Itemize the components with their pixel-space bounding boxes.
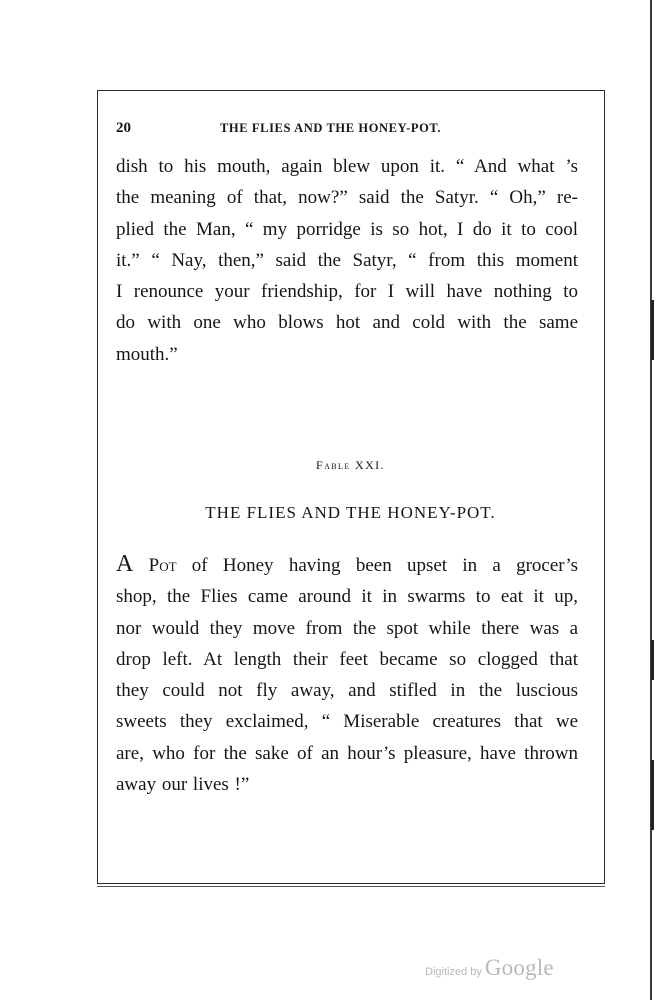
- text-line: away our lives !”: [116, 774, 250, 796]
- text-line: do with one who blows hot and cold with the same: [116, 312, 578, 334]
- text-line: drop left. At length their feet became so clogged that: [116, 648, 578, 670]
- small-caps-word: Pot: [148, 555, 177, 576]
- book-edge-mark: [651, 760, 654, 830]
- text-line: sweets they exclaimed, “ Miserable creatures that we: [116, 711, 578, 733]
- text-line: dish to his mouth, again blew upon it. “ And what ’s: [116, 156, 578, 177]
- text-line: shop, the Flies came around it in swarms to eat it up,: [116, 586, 578, 608]
- page-border-bottom: [97, 886, 605, 887]
- text-line: it.” “ Nay, then,” said the Satyr, “ from this moment: [116, 249, 578, 271]
- digitized-by-label: Digitized by: [425, 966, 482, 978]
- text-line-first: [116, 549, 578, 581]
- drop-cap: A: [116, 551, 134, 577]
- text-line: plied the Man, “ my porridge is so hot, I do it to cool: [116, 218, 578, 240]
- digitized-by-google-watermark: [425, 955, 554, 981]
- book-edge-mark: [651, 640, 654, 680]
- fable-number: Fable XXI.: [316, 458, 385, 472]
- text-line: nor would they move from the spot while there was a: [116, 617, 578, 639]
- page-number: 20: [116, 120, 131, 136]
- google-logo: Google: [484, 955, 554, 980]
- paragraph-continued: [116, 151, 578, 370]
- book-edge-mark: [651, 300, 654, 360]
- text-line: they could not fly away, and stifled in the luscious: [116, 680, 578, 702]
- fable-title: THE FLIES AND THE HONEY-POT.: [205, 503, 496, 522]
- text-line: are, who for the sake of an hour’s pleasure, have thrown: [116, 742, 578, 764]
- text-line: I renounce your friendship, for I will have nothing to: [116, 281, 578, 303]
- text-line: the meaning of that, now?” said the Satyr. “ Oh,” re-: [116, 187, 578, 209]
- fable-text: [116, 549, 578, 800]
- text-line: mouth.”: [116, 343, 178, 365]
- running-title: THE FLIES AND THE HONEY-POT.: [220, 121, 442, 135]
- first-line-rest: of Honey having been upset in a grocer’s: [176, 555, 579, 576]
- book-edge-line: [650, 0, 652, 1000]
- running-head: [116, 120, 586, 140]
